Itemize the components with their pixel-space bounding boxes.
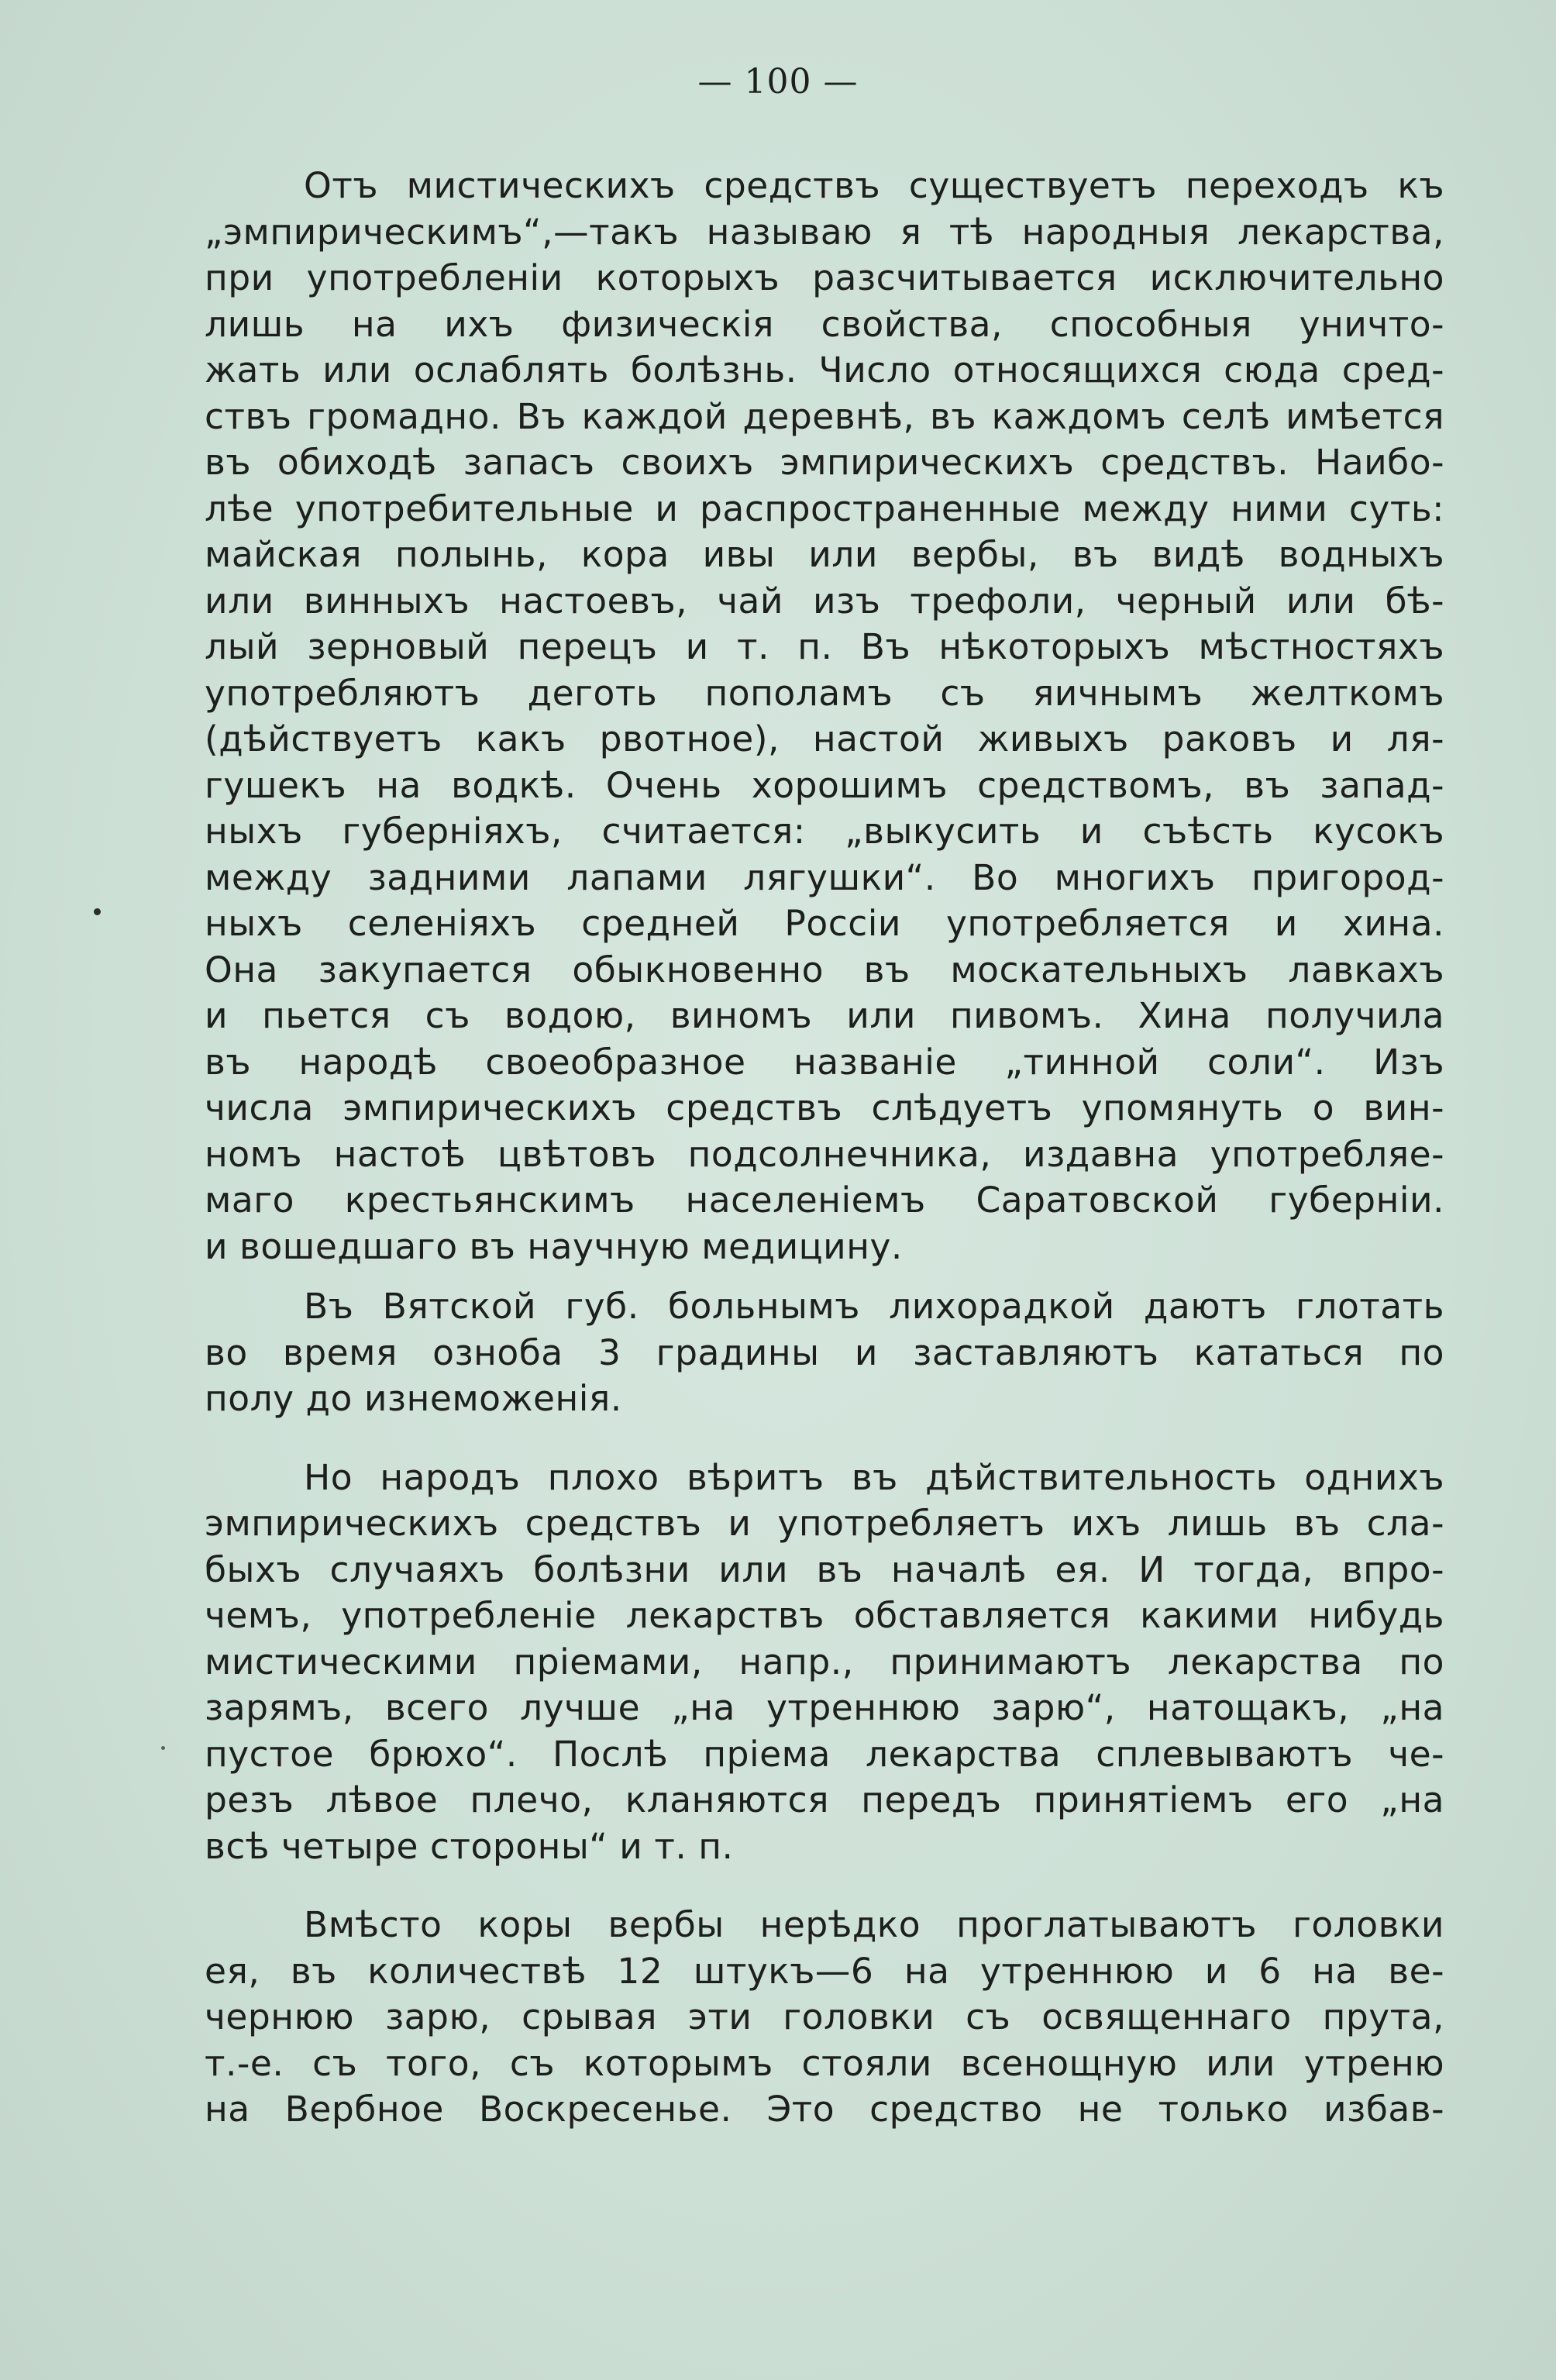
text-line: зарямъ, всего лучше „на утреннюю зарю“, натощакъ, „на: [205, 1687, 1444, 1728]
text-line: Но народъ плохо вѣритъ въ дѣйствительность однихъ: [304, 1456, 1444, 1498]
text-line: Вмѣсто коры вербы нерѣдко проглатываютъ головки: [304, 1904, 1444, 1945]
text-line: всѣ четыре стороны“ и т. п.: [205, 1825, 734, 1867]
text-line: „эмпирическимъ“,—такъ называю я тѣ народныя лекарства,: [205, 211, 1444, 253]
text-line: между задними лапами лягушки“. Во многихъ пригород-: [205, 856, 1444, 898]
text-line: маго крестьянскимъ населеніемъ Саратовской губерніи.: [205, 1180, 1444, 1221]
paragraph-vyatka: [205, 1283, 1444, 1422]
text-line: жать или ослаблять болѣзнь. Число относящихся сюда сред-: [205, 350, 1444, 391]
text-line: Въ Вятской губ. больнымъ лихорадкой даютъ глотать: [304, 1286, 1444, 1327]
text-line: числа эмпирическихъ средствъ слѣдуетъ упомянуть о вин-: [205, 1087, 1444, 1128]
text-line: Отъ мистическихъ средствъ существуетъ переходъ къ: [304, 165, 1444, 206]
text-line: пустое брюхо“. Послѣ пріема лекарства сплевываютъ че-: [205, 1733, 1444, 1775]
paragraph-mystical-rituals: [205, 1455, 1444, 1870]
text-line: ствъ громадно. Въ каждой деревнѣ, въ каждомъ селѣ имѣется: [205, 395, 1444, 437]
text-line: въ обиходѣ запасъ своихъ эмпирическихъ средствъ. Наибо-: [205, 442, 1444, 483]
text-line: ныхъ губерніяхъ, считается: „выкусить и съѣсть кусокъ: [205, 811, 1444, 852]
text-line: (дѣйствуетъ какъ рвотное), настой живыхъ раковъ и ля-: [205, 718, 1444, 759]
paragraph-willow-buds: [205, 1902, 1444, 2133]
text-line: ныхъ селеніяхъ средней Россіи употребляется и хина.: [205, 903, 1444, 944]
text-line: полу до изнеможенія.: [205, 1378, 622, 1419]
text-line: гушекъ на водкѣ. Очень хорошимъ средствомъ, въ запад-: [205, 764, 1444, 806]
text-line: мистическими пріемами, напр., принимаютъ лекарства по: [205, 1641, 1444, 1683]
text-line: Она закупается обыкновенно въ москательныхъ лавкахъ: [205, 949, 1444, 990]
text-line: быхъ случаяхъ болѣзни или въ началѣ ея. И тогда, впро-: [205, 1548, 1444, 1590]
text-line: во время озноба 3 градины и заставляютъ кататься по: [205, 1331, 1444, 1373]
paragraph-mystical-empirical: [205, 163, 1444, 1269]
text-line: чемъ, употребленіе лекарствъ обставляется какими нибудь: [205, 1595, 1444, 1636]
text-line: резъ лѣвое плечо, кланяются передъ принятіемъ его „на: [205, 1779, 1444, 1820]
page-number: — 100 —: [697, 62, 859, 102]
text-line: эмпирическихъ средствъ и употребляетъ ихъ лишь въ сла-: [205, 1503, 1444, 1544]
text-line: и пьется съ водою, виномъ или пивомъ. Хина получила: [205, 995, 1444, 1036]
text-line: при употребленіи которыхъ разсчитывается исключительно: [205, 257, 1444, 298]
text-line: на Вербное Воскресенье. Это средство не только избав-: [205, 2089, 1444, 2130]
text-line: и вошедшаго въ научную медицину.: [205, 1225, 903, 1267]
ink-speck: [94, 908, 101, 915]
text-line: въ народѣ своеобразное названіе „тинной соли“. Изъ: [205, 1041, 1444, 1083]
text-line: номъ настоѣ цвѣтовъ подсолнечника, издавна употребляе-: [205, 1133, 1444, 1175]
ink-speck: [161, 1746, 165, 1750]
body-text: [205, 163, 1444, 2133]
text-line: употребляютъ деготь пополамъ съ яичнымъ желткомъ: [205, 672, 1444, 714]
text-line: майская полынь, кора ивы или вербы, въ видѣ водныхъ: [205, 534, 1444, 575]
text-line: или винныхъ настоевъ, чай изъ трефоли, черный или бѣ-: [205, 580, 1444, 622]
text-line: лѣе употребительные и распространенные между ними суть:: [205, 487, 1444, 529]
text-line: ея, въ количествѣ 12 штукъ—6 на утреннюю и 6 на ве-: [205, 1950, 1444, 1992]
text-line: т.-е. съ того, съ которымъ стояли всенощную или утреню: [205, 2042, 1444, 2084]
text-line: лишь на ихъ физическія свойства, способныя уничто-: [205, 303, 1444, 345]
text-line: лый зерновый перецъ и т. п. Въ нѣкоторыхъ мѣстностяхъ: [205, 626, 1444, 667]
text-line: чернюю зарю, срывая эти головки съ освященнаго прута,: [205, 1996, 1444, 2037]
